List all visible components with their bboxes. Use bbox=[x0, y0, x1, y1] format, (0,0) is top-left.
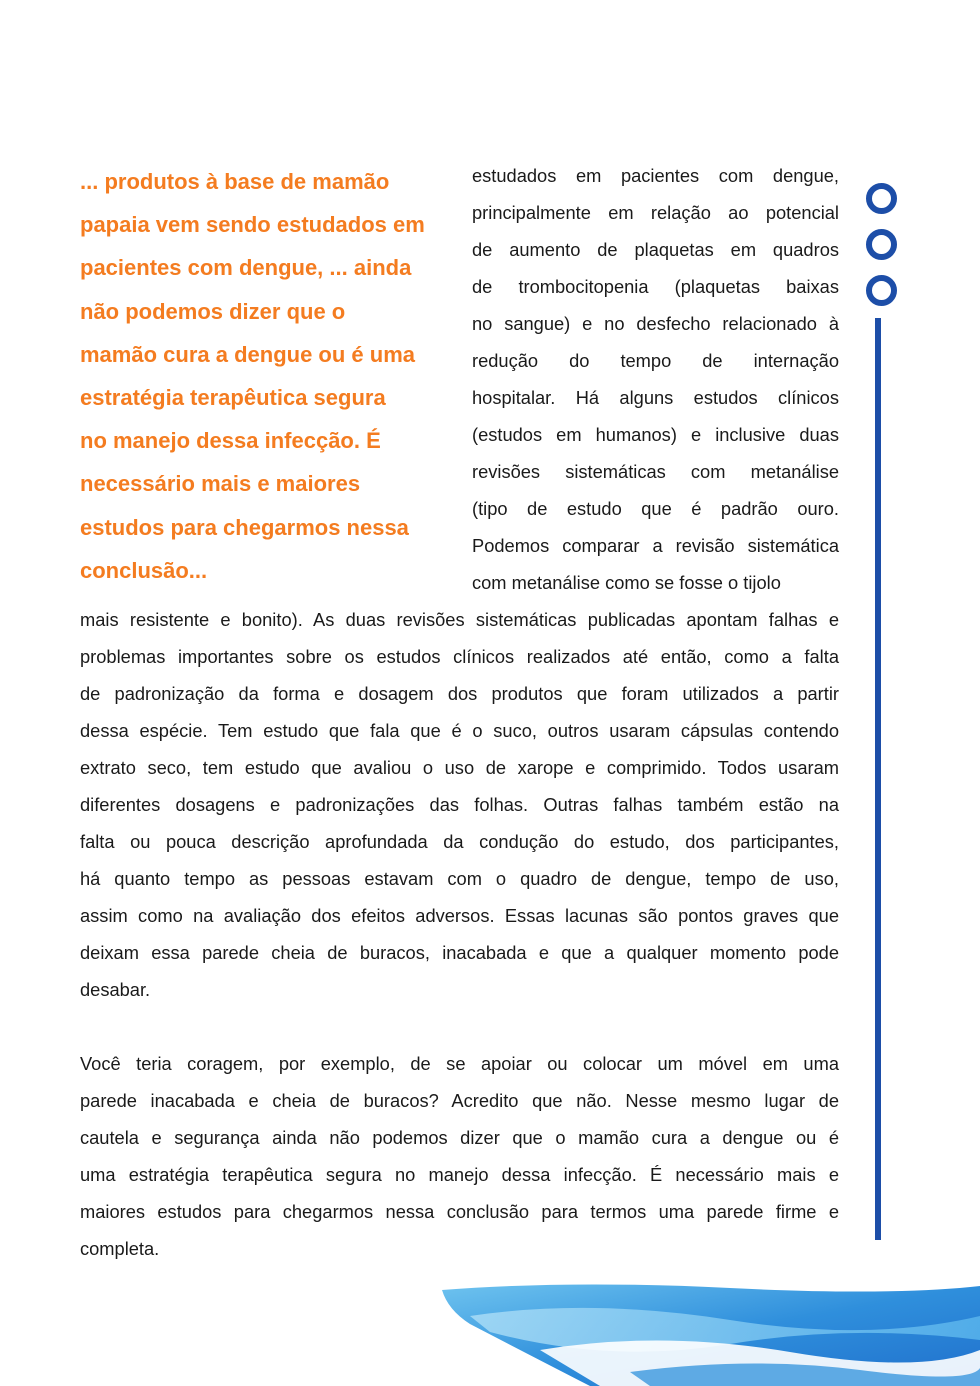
text-line: no sangue) e no desfecho relacionado à bbox=[472, 313, 839, 334]
text-line: deixam essa parede cheia de buracos, inacabada e que a qualquer momento pode bbox=[80, 942, 839, 963]
text-line: de trombocitopenia (plaquetas baixas bbox=[472, 276, 839, 297]
text-line: de padronização da forma e dosagem dos produtos que foram utilizados a partir bbox=[80, 683, 839, 704]
text-line: uma estratégia terapêutica segura no manejo dessa infecção. É necessário mais e bbox=[80, 1164, 839, 1185]
pull-quote bbox=[80, 160, 460, 592]
text-line: mais resistente e bonito). As duas revisões sistemáticas publicadas apontam falhas e bbox=[80, 609, 839, 630]
pull-quote-line: estratégia terapêutica segura bbox=[80, 385, 386, 411]
text-line: completa. bbox=[80, 1238, 160, 1259]
ring-icon bbox=[866, 229, 897, 260]
text-line: (estudos em humanos) e inclusive duas bbox=[472, 424, 839, 445]
text-line: de aumento de plaquetas em quadros bbox=[472, 239, 839, 260]
pull-quote-line: não podemos dizer que o bbox=[80, 298, 346, 324]
text-line: principalmente em relação ao potencial bbox=[472, 202, 839, 223]
pull-quote-line: estudos para chegarmos nessa bbox=[80, 514, 409, 540]
text-line: maiores estudos para chegarmos nessa conclusão para termos uma parede firme e bbox=[80, 1201, 839, 1222]
text-line: com metanálise como se fosse o tijolo bbox=[472, 572, 781, 593]
text-line: Podemos comparar a revisão sistemática bbox=[472, 535, 839, 556]
vertical-divider bbox=[875, 318, 881, 1240]
text-line: Você teria coragem, por exemplo, de se apoiar ou colocar um móvel em uma bbox=[80, 1053, 839, 1074]
text-line: estudados em pacientes com dengue, bbox=[472, 165, 839, 186]
text-line: extrato seco, tem estudo que avaliou o uso de xarope e comprimido. Todos usaram bbox=[80, 757, 839, 778]
wave-decoration bbox=[430, 1280, 980, 1386]
text-line: desabar. bbox=[80, 979, 151, 1000]
text-line: assim como na avaliação dos efeitos adversos. Essas lacunas são pontos graves que bbox=[80, 905, 839, 926]
text-line: problemas importantes sobre os estudos clínicos realizados até então, como a falta bbox=[80, 646, 839, 667]
text-line: hospitalar. Há alguns estudos clínicos bbox=[472, 387, 839, 408]
text-line: falta ou pouca descrição aprofundada da condução do estudo, dos participantes, bbox=[80, 831, 839, 852]
pull-quote-line: conclusão... bbox=[80, 557, 208, 583]
pull-quote-line: pacientes com dengue, ... ainda bbox=[80, 255, 412, 281]
pull-quote-line: papaia vem sendo estudados em bbox=[80, 212, 425, 238]
column-text bbox=[472, 160, 839, 604]
paragraph-2 bbox=[80, 1048, 839, 1270]
pull-quote-line: ... produtos à base de mamão bbox=[80, 169, 390, 194]
text-line: revisões sistemáticas com metanálise bbox=[472, 461, 839, 482]
text-line: dessa espécie. Tem estudo que fala que é o suco, outros usaram cápsulas contendo bbox=[80, 720, 839, 741]
text-line: cautela e segurança ainda não podemos dizer que o mamão cura a dengue ou é bbox=[80, 1127, 839, 1148]
pull-quote-line: no manejo dessa infecção. É bbox=[80, 428, 381, 454]
pull-quote-line: mamão cura a dengue ou é uma bbox=[80, 341, 415, 367]
text-line: parede inacabada e cheia de buracos? Acredito que não. Nesse mesmo lugar de bbox=[80, 1090, 839, 1111]
text-line: (tipo de estudo que é padrão ouro. bbox=[472, 498, 839, 519]
text-line: diferentes dosagens e padronizações das folhas. Outras falhas também estão na bbox=[80, 794, 839, 815]
text-line: redução do tempo de internação bbox=[472, 350, 839, 371]
text-line: há quanto tempo as pessoas estavam com o quadro de dengue, tempo de uso, bbox=[80, 868, 839, 889]
ring-icon bbox=[866, 275, 897, 306]
pull-quote-line: necessário mais e maiores bbox=[80, 471, 361, 497]
paragraph-1 bbox=[80, 604, 839, 1011]
ring-icon bbox=[866, 183, 897, 214]
